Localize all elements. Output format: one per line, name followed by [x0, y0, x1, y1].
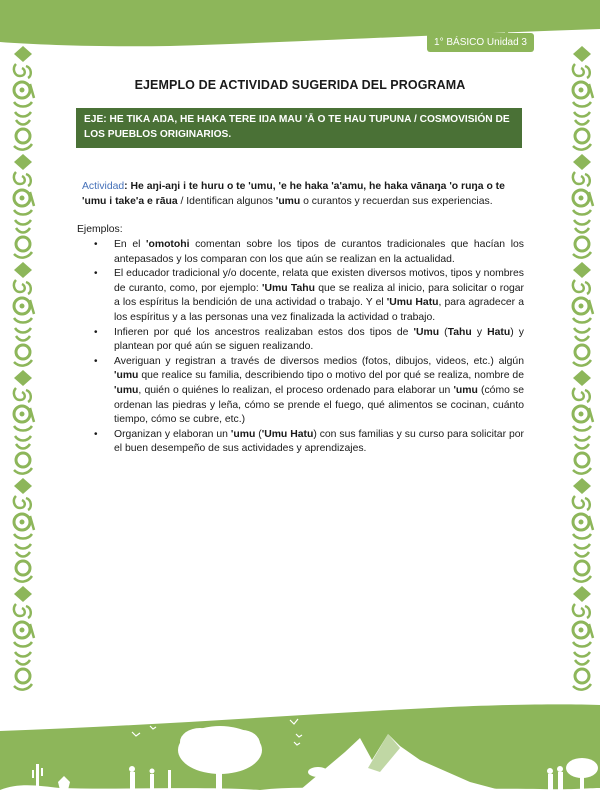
bullet-icon: • — [94, 428, 98, 440]
item-text: ( — [439, 326, 448, 338]
item-text: ) con sus familias y su curso para solicitar por el buen desempeño de sus actividades y aprendizajes. — [114, 428, 524, 455]
item-bold: 'umu — [114, 384, 139, 396]
item-text: que realice su familia, describiendo tipo o motivo del por qué se realiza, nombre de — [138, 370, 524, 382]
bullet-icon: • — [94, 355, 98, 367]
item-bold: 'umu — [453, 384, 478, 396]
item-text: , para agradecer a los espíritus y a las personas una vez finalizada la actividad o trabajo. — [114, 297, 524, 323]
unit-tab: 1° BÁSICO Unidad 3 — [427, 33, 534, 52]
eje-header-box — [76, 108, 522, 148]
item-bold: Tahu — [447, 326, 472, 338]
list-item — [77, 326, 524, 355]
footer-landscape-illustration — [0, 690, 600, 800]
bullet-icon: • — [94, 239, 98, 250]
item-text: comentan sobre los tipos de curantos tradicionales que hacían los antepasados y los comparan con los que aún se realizan en la actualidad. — [114, 239, 524, 265]
item-bold: 'Umu Hatu — [261, 428, 314, 440]
item-bold: Hatu — [487, 326, 511, 338]
right-ornament-border — [569, 46, 595, 718]
page-title: EJEMPLO DE ACTIVIDAD SUGERIDA DEL PROGRAMA — [134, 78, 466, 92]
item-text: Organizan y elaboran un — [114, 428, 231, 440]
bullet-icon: • — [94, 268, 98, 280]
ejemplos-heading: Ejemplos: — [77, 224, 123, 235]
actividad-title: He aŋi-aŋi i te huru o te 'umu, 'e he haka 'a'amu, he haka vānaŋa 'o ruŋa o te 'umu i take'a e rāua — [82, 181, 505, 207]
item-text: ) y plantean por qué aún se siguen realizando. — [114, 326, 524, 353]
actividad-paragraph — [82, 179, 522, 209]
list-item — [77, 267, 524, 325]
actividad-colon: : — [124, 181, 131, 192]
list-item — [77, 428, 524, 457]
item-bold: 'umu — [230, 428, 256, 440]
eje-text: EJE: HE TIKA AŊA, HE HAKA TERE IŊA MAU 'Ā O TE HAU TUPUNA / COSMOVISIÓN DE LOS PUEBLOS ORIGINARIOS. — [84, 114, 510, 140]
item-text: ( — [255, 428, 262, 440]
list-item — [77, 238, 524, 267]
item-text: y — [471, 326, 488, 338]
item-text: (cómo se ordenan las piedras y leña, cómo se prende el fuego, qué alimentos se cocinan, cuánto tiempo, cómo se cubre, etc.) — [114, 384, 524, 426]
actividad-desc-bold: 'umu — [275, 196, 301, 207]
item-text: , quién o quiénes lo realizan, el proceso ordenado para elaborar un — [138, 384, 454, 396]
item-bold: 'Umu Tahu — [262, 282, 315, 294]
actividad-desc: Identifican algunos — [186, 196, 276, 207]
left-ornament-border — [10, 46, 36, 718]
actividad-label: Actividad — [82, 181, 125, 192]
ejemplos-list — [77, 238, 524, 457]
actividad-separator: / — [177, 196, 187, 207]
item-text: En el — [114, 239, 147, 250]
item-text: que se realiza al inicio, para solicitar o rogar a los espíritus la bendición de una actividad o trabajo. Y el — [114, 282, 525, 309]
item-bold: 'omotohi — [146, 239, 190, 250]
item-text: Averiguan y registran a través de diversos medios (fotos, dibujos, videos, etc.) algún — [114, 355, 524, 367]
item-bold: 'Umu Hatu — [386, 297, 439, 309]
actividad-desc-end: o curantos y recuerdan sus experiencias. — [300, 196, 493, 207]
item-bold: 'Umu — [413, 326, 440, 338]
bullet-icon: • — [94, 326, 98, 338]
item-bold: 'umu — [114, 370, 139, 382]
item-text: Infieren por qué los ancestros realizaban estos dos tipos de — [114, 326, 414, 338]
item-text: El educador tradicional y/o docente, relata que existen diversos motivos, tipos y nombres de curanto, como, por ejemplo: — [114, 268, 524, 294]
list-item — [77, 355, 524, 428]
